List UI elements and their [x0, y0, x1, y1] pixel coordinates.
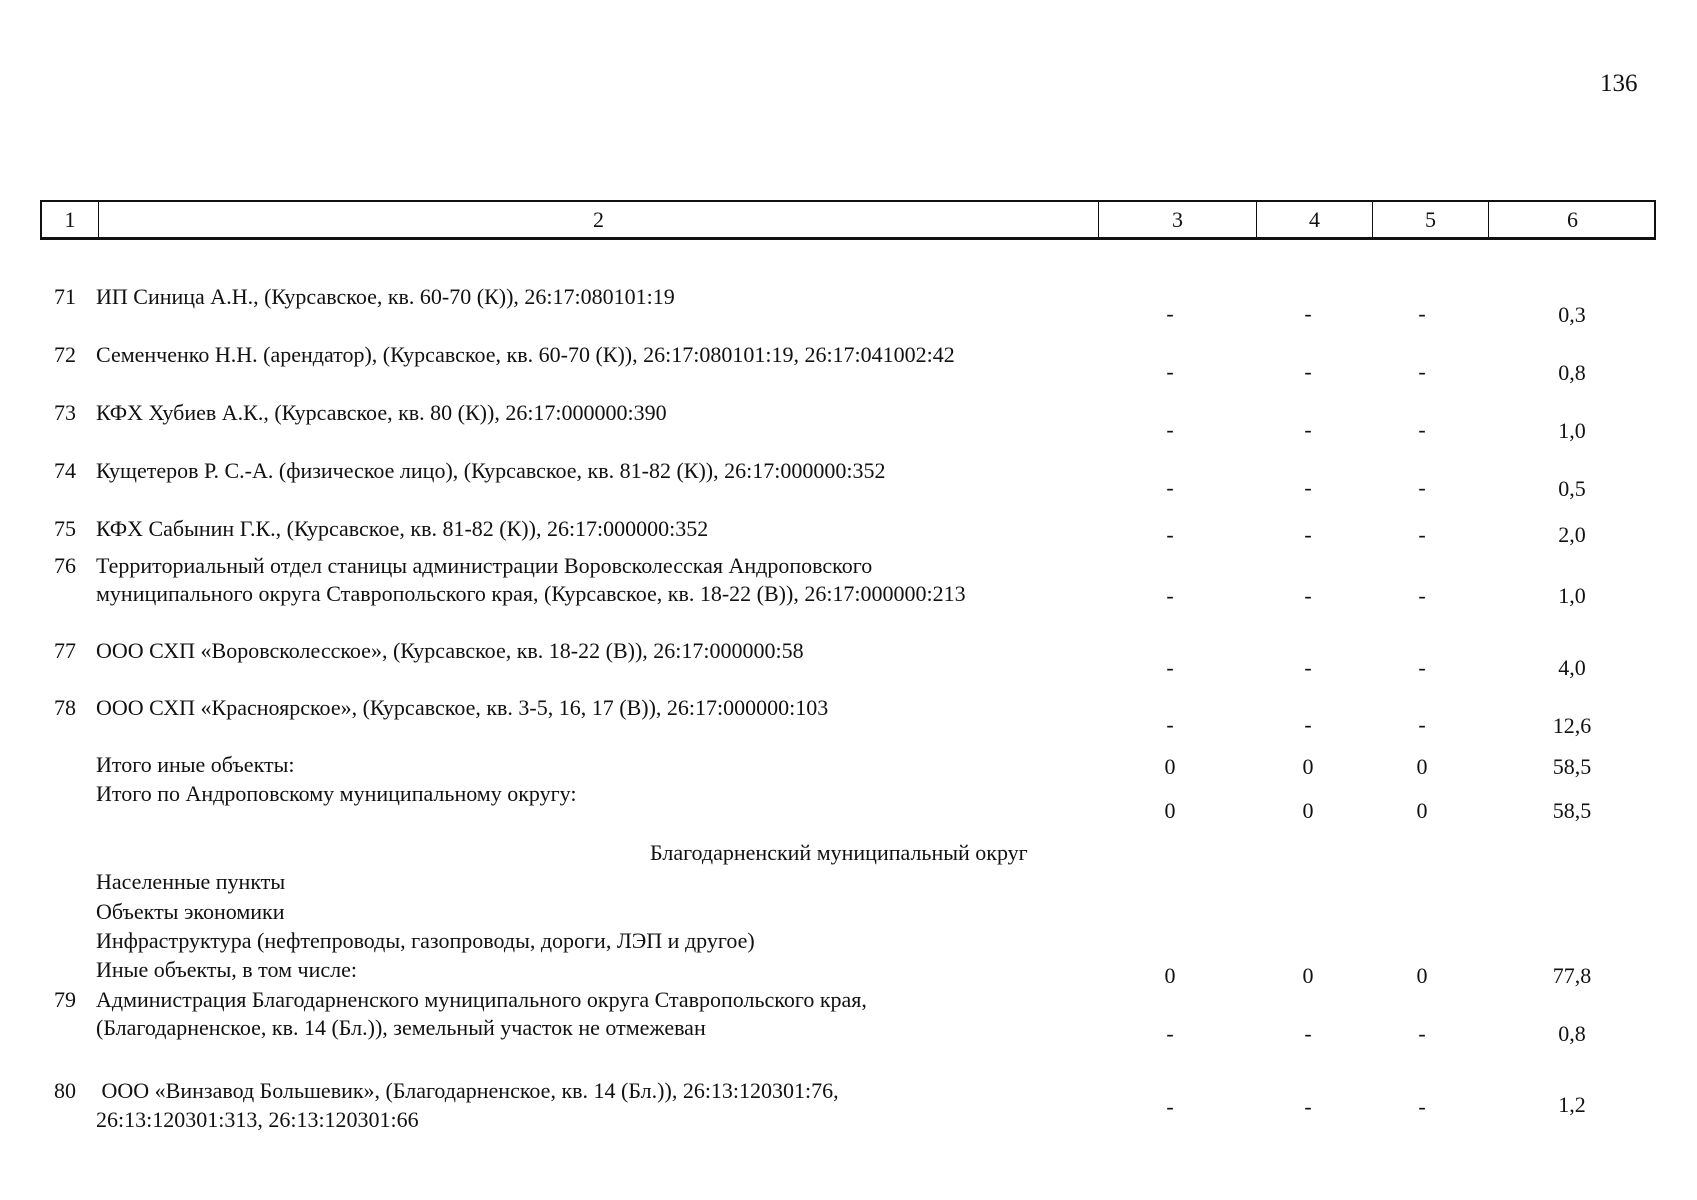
column-header-5: 5 — [1372, 202, 1488, 237]
category-settlements: Населенные пункты — [96, 869, 286, 894]
row-value-4: - — [1304, 417, 1312, 442]
row-number: 73 — [54, 400, 76, 425]
column-header-2: 2 — [98, 202, 1098, 237]
row-value-6: 2,0 — [1558, 522, 1586, 547]
row-value-5: - — [1418, 475, 1426, 500]
category-value-3: 0 — [1164, 963, 1176, 988]
row-value-5: - — [1418, 1021, 1426, 1046]
category-value-5: 0 — [1416, 963, 1428, 988]
row-value-3: - — [1166, 417, 1174, 442]
row-value-5: - — [1418, 301, 1426, 326]
row-number: 76 — [54, 553, 76, 578]
row-description: ИП Синица А.Н., (Курсавское, кв. 60-70 (К)), 26:17:080101:19 — [96, 284, 675, 309]
page-number: 136 — [1600, 70, 1638, 97]
row-value-4: - — [1304, 301, 1312, 326]
row-value-6: 0,5 — [1558, 476, 1586, 501]
row-value-5: - — [1418, 417, 1426, 442]
row-value-3: - — [1166, 522, 1174, 547]
row-value-4: - — [1304, 522, 1312, 547]
row-description-line-2: (Благодарненское, кв. 14 (Бл.)), земельный участок не отмежеван — [96, 1015, 706, 1040]
category-other-label: Иные объекты, в том числе: — [96, 957, 357, 982]
row-description: ООО СХП «Воровсколесское», (Курсавское, кв. 18-22 (В)), 26:17:000000:58 — [96, 638, 804, 663]
row-value-6: 0,8 — [1558, 360, 1586, 385]
row-number: 78 — [54, 695, 76, 720]
row-value-6: 1,0 — [1558, 583, 1586, 608]
total-value-6: 58,5 — [1552, 798, 1592, 823]
column-header-1: 1 — [64, 206, 76, 232]
row-value-5: - — [1418, 359, 1426, 384]
row-description-line-1: Территориальный отдел станицы администрации Воровсколесская Андроповского — [96, 553, 873, 578]
row-description-line-2: 26:13:120301:313, 26:13:120301:66 — [96, 1107, 419, 1132]
section-title: Благодарненский муниципальный округ — [650, 840, 1028, 865]
total-value-3: 0 — [1164, 754, 1176, 779]
total-value-5: 0 — [1416, 754, 1428, 779]
category-economy: Объекты экономики — [96, 899, 285, 924]
column-header-3: 3 — [1098, 202, 1256, 237]
row-value-4: - — [1304, 655, 1312, 680]
row-value-3: - — [1166, 1094, 1174, 1119]
row-number: 74 — [54, 458, 76, 483]
category-infrastructure: Инфраструктура (нефтепроводы, газопроводы, дороги, ЛЭП и другое) — [96, 928, 755, 953]
row-value-5: - — [1418, 712, 1426, 737]
row-number: 77 — [54, 638, 76, 663]
row-description-line-2: муниципального округа Ставропольского края, (Курсавское, кв. 18-22 (В)), 26:17:000000:213 — [96, 581, 966, 606]
row-value-5: - — [1418, 522, 1426, 547]
row-number: 80 — [54, 1078, 76, 1103]
total-value-6: 58,5 — [1552, 754, 1592, 779]
total-value-5: 0 — [1416, 798, 1428, 823]
column-header-6: 6 — [1488, 202, 1656, 237]
row-description: Семенченко Н.Н. (арендатор), (Курсавское, кв. 60-70 (К)), 26:17:080101:19, 26:17:041002:42 — [96, 342, 955, 367]
column-header-4: 4 — [1256, 202, 1372, 237]
row-value-5: - — [1418, 655, 1426, 680]
row-number: 72 — [54, 342, 76, 367]
row-value-6: 0,8 — [1558, 1021, 1586, 1046]
row-value-4: - — [1304, 712, 1312, 737]
row-value-3: - — [1166, 655, 1174, 680]
row-value-4: - — [1304, 1094, 1312, 1119]
row-value-6: 0,3 — [1558, 302, 1586, 327]
row-description: КФХ Хубиев А.К., (Курсавское, кв. 80 (К)), 26:17:000000:390 — [96, 400, 667, 425]
row-value-5: - — [1418, 583, 1426, 608]
row-value-3: - — [1166, 301, 1174, 326]
category-value-4: 0 — [1302, 963, 1314, 988]
row-value-3: - — [1166, 583, 1174, 608]
total-label: Итого иные объекты: — [96, 752, 295, 777]
total-value-4: 0 — [1302, 798, 1314, 823]
row-value-6: 4,0 — [1558, 655, 1586, 680]
column-header-row — [40, 200, 1656, 240]
row-value-3: - — [1166, 359, 1174, 384]
row-value-6: 1,0 — [1558, 418, 1586, 443]
row-number: 71 — [54, 284, 76, 309]
row-description: Кущетеров Р. С.-А. (физическое лицо), (Курсавское, кв. 81-82 (К)), 26:17:000000:352 — [96, 458, 886, 483]
row-description: КФХ Сабынин Г.К., (Курсавское, кв. 81-82 (К)), 26:17:000000:352 — [96, 516, 709, 541]
row-value-4: - — [1304, 583, 1312, 608]
row-number: 79 — [54, 987, 76, 1012]
total-value-3: 0 — [1164, 798, 1176, 823]
row-description-line-1: Администрация Благодарненского муниципального округа Ставропольского края, — [96, 987, 867, 1012]
total-value-4: 0 — [1302, 754, 1314, 779]
row-description-line-1: ООО «Винзавод Большевик», (Благодарненское, кв. 14 (Бл.)), 26:13:120301:76, — [96, 1078, 839, 1103]
row-value-6: 12,6 — [1552, 713, 1592, 738]
category-value-6: 77,8 — [1552, 963, 1592, 988]
row-value-4: - — [1304, 1021, 1312, 1046]
row-value-3: - — [1166, 712, 1174, 737]
total-label: Итого по Андроповскому муниципальному округу: — [96, 781, 577, 806]
row-number: 75 — [54, 516, 76, 541]
row-value-4: - — [1304, 359, 1312, 384]
row-value-3: - — [1166, 1021, 1174, 1046]
row-value-5: - — [1418, 1094, 1426, 1119]
row-value-3: - — [1166, 475, 1174, 500]
row-value-6: 1,2 — [1558, 1092, 1586, 1117]
row-description: ООО СХП «Красноярское», (Курсавское, кв. 3-5, 16, 17 (В)), 26:17:000000:103 — [96, 695, 829, 720]
row-value-4: - — [1304, 475, 1312, 500]
